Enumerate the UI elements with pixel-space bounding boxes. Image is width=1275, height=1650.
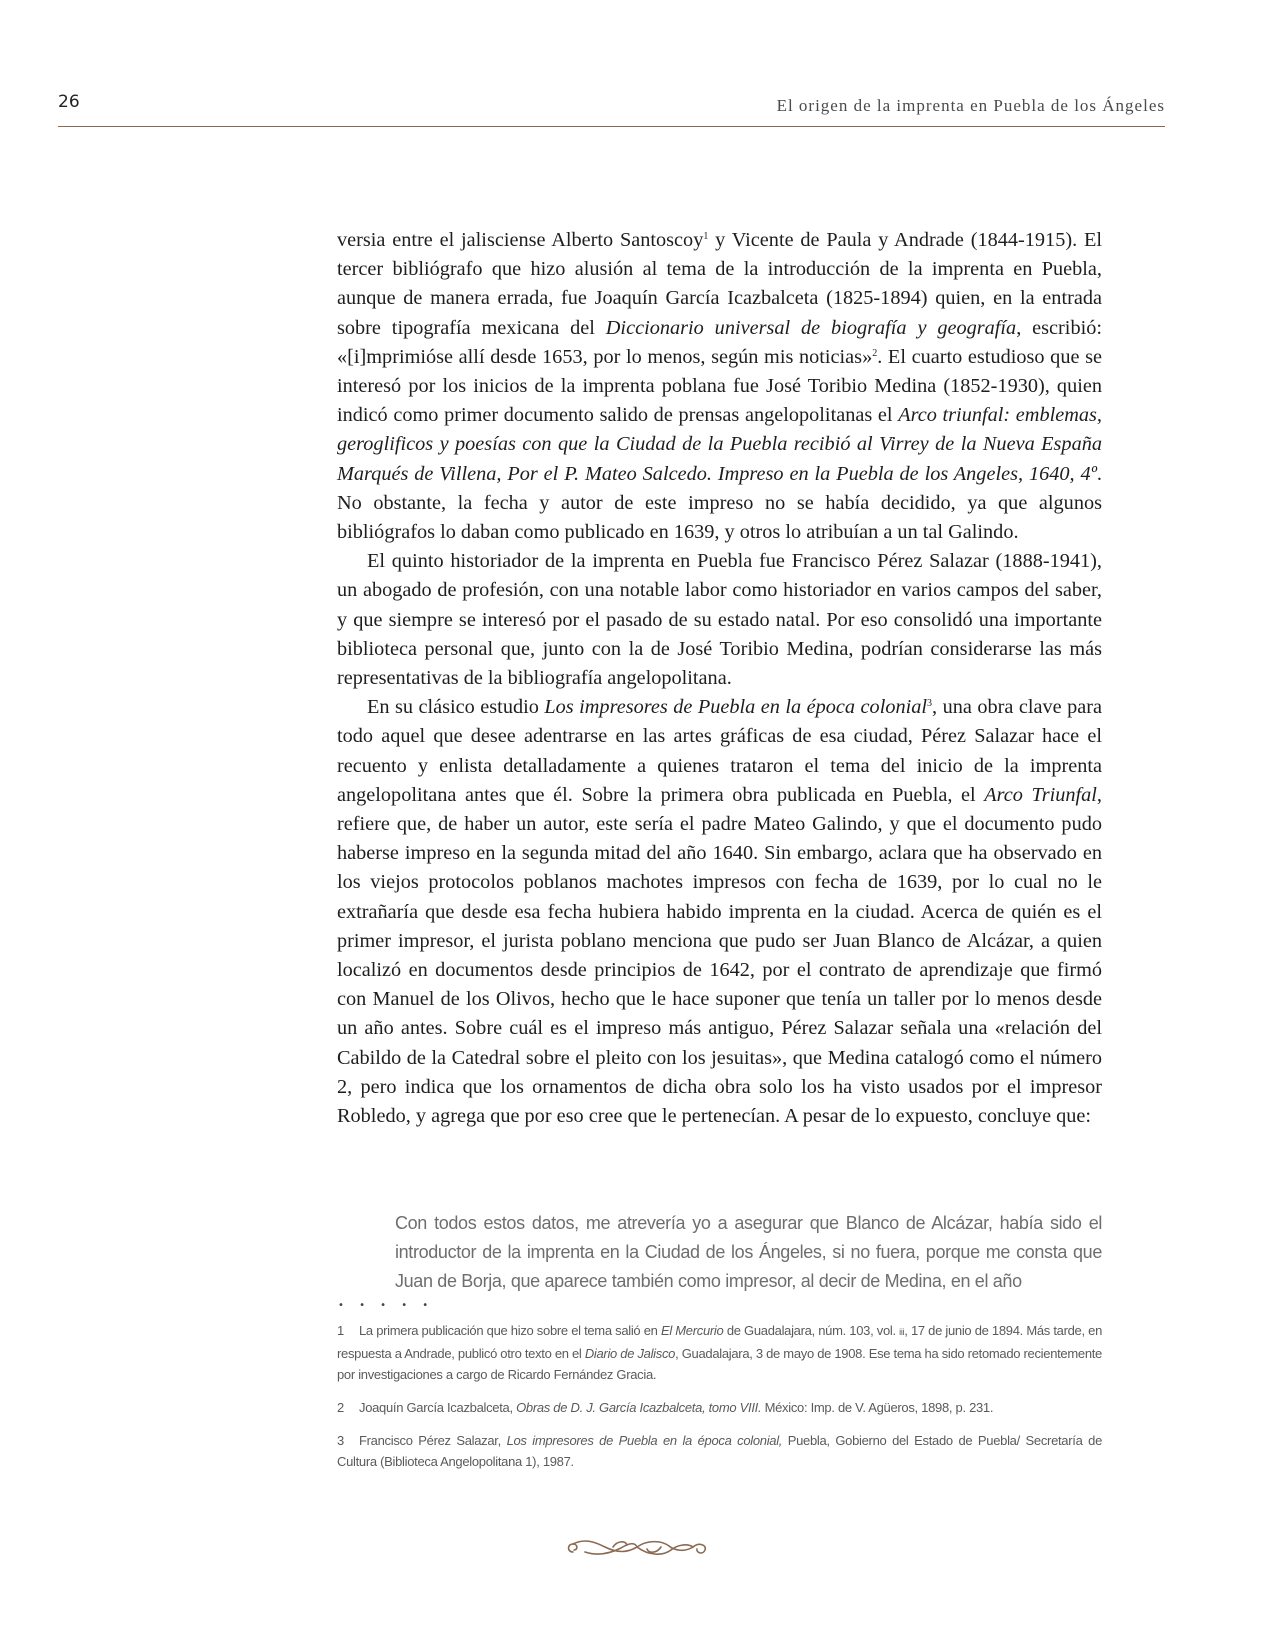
paragraph-1: versia entre el jalisciense Alberto Santoscoy$^1$ y Vicente de Paula y Andrade (1844-1915). El tercer bibliógrafo que hizo alusión al tema de la introducción de la imprenta en Puebla, aunque de manera errada, fue Joaquín García Icazbalceta (1825-1894) quien, en la entrada sobre tipografía mexicana del Diccionario universal de biografía y geografía, escribió: «[i]mprimióse allí desde 1653, por lo menos, según mis noticias»$^2$. El cuarto estudioso que se interesó por los inicios de la imprenta poblana fue José Toribio Medina (1852-1930), quien indicó como primer documento salido de prensas angelopolitanas el Arco triunfal: emblemas, geroglificos y poesías con que la Ciudad de la Puebla recibió al Virrey de la Nueva España Marqués de Villena, Por el P. Mateo Salcedo. Impreso en la Puebla de los Angeles, 1640, 4º. No obstante, la fecha y autor de este impreso no se había decidido, ya que algunos bibliógrafos lo daban como publicado en 1639, y otros lo atribuían a un tal Galindo. bbox=[337, 229, 1102, 544]
main-text bbox=[337, 226, 1102, 1131]
footnote-1: 1 La primera publicación que hizo sobre el tema salió en El Mercurio de Guadalajara, núm. 103, vol. iii, 17 de junio de 1894. Más tarde, en respuesta a Andrade, publicó otro texto en el Diario de Jalisco, Guadalajara, 3 de mayo de 1908. Ese tema ha sido retomado recientemente por investigaciones a cargo de Ricardo Fernández Gracia. bbox=[337, 1320, 1102, 1385]
footnote-number: 3 bbox=[337, 1433, 344, 1448]
footnote-number: 2 bbox=[337, 1400, 344, 1415]
footnote-ref-2[interactable]: 2 bbox=[872, 347, 878, 359]
block-quote-text: Con todos estos datos, me atrevería yo a asegurar que Blanco de Alcázar, había sido el introductor de la imprenta en la Ciudad de los Ángeles, si no fuera, porque me consta que Juan de Borja, que aparece también como impresor, al decir de Medina, en el año bbox=[395, 1213, 1102, 1291]
footnote-2: 2 Joaquín García Icazbalceta, Obras de D. J. García Icazbalceta, tomo VIII. México: Imp. de V. Agüeros, 1898, p. 231. bbox=[337, 1397, 1102, 1418]
italic-title: Arco triunfal: emblemas, geroglificos y poesías con que la Ciudad de la Puebla recibió al Virrey de la Nueva España Marqués de Villena, Por el P. Mateo Salcedo. Impreso en la Puebla de los Angeles, 1640, 4º bbox=[337, 404, 1102, 485]
flourish-ornament-icon bbox=[565, 1530, 710, 1564]
running-title: El origen de la imprenta en Puebla de los Ángeles bbox=[776, 96, 1165, 115]
paragraph-3: En su clásico estudio Los impresores de Puebla en la época colonial$^3$, una obra clave para todo aquel que desee adentrarse en las artes gráficas de esa ciudad, Pérez Salazar hace el recuento y enlista detalladamente a quienes trataron el tema del inicio de la imprenta angelopolitana antes que él. Sobre la primera obra publicada en Puebla, el Arco Triunfal, refiere que, de haber un autor, este sería el padre Mateo Galindo, y que el documento pudo haberse impreso en la segunda mitad del año 1640. Sin embargo, aclara que ha observado en los viejos protocolos poblanos machotes impresos con fecha de 1639, por lo cual no le extrañaría que desde esa fecha hubiera habido imprenta en la ciudad. Acerca de quién es el primer impresor, el jurista poblano menciona que pudo ser Juan Blanco de Alcázar, a quien localizó en documentos desde principios de 1642, por el contrato de aprendizaje que firmó con Manuel de los Olivos, hecho que le hace suponer que tenía un taller por lo menos desde un año antes. Sobre cuál es el impreso más antiguo, Pérez Salazar señala una «relación del Cabildo de la Catedral sobre el pleito con los jesuitas», que Medina catalogó como el número 2, pero indica que los ornamentos de dicha obra solo los ha visto usados por el impresor Robledo, y agrega que por eso cree que le pertenecían. A pesar de lo expuesto, concluye que: bbox=[337, 696, 1102, 1128]
footnote-number: 1 bbox=[337, 1323, 344, 1338]
footnotes bbox=[337, 1320, 1102, 1484]
italic-title: Diccionario universal de biografía y geografía bbox=[605, 316, 1017, 339]
footnote-3: 3 Francisco Pérez Salazar, Los impresores de Puebla en la época colonial, Puebla, Gobierno del Estado de Puebla/ Secretaría de Cultura (Biblioteca Angelopolitana 1), 1987. bbox=[337, 1430, 1102, 1472]
italic-title: Arco Triunfal bbox=[984, 783, 1097, 806]
paragraph-2: El quinto historiador de la imprenta en Puebla fue Francisco Pérez Salazar (1888-1941), un abogado de profesión, con una notable labor como historiador en varios campos del saber, y que siempre se interesó por el pasado de su estado natal. Por eso consolidó una importante biblioteca personal que, junto con la de José Toribio Medina, podrían considerarse las más representativas de la bibliografía angelopolitana. bbox=[337, 550, 1102, 690]
page-number: 26 bbox=[58, 92, 80, 112]
header-rule bbox=[58, 126, 1165, 127]
block-quote bbox=[395, 1209, 1102, 1296]
italic-title: Los impresores de Puebla en la época colonial bbox=[544, 696, 928, 719]
footnote-ref-3[interactable]: 3 bbox=[927, 698, 933, 710]
footnote-separator: • • • • • bbox=[338, 1300, 435, 1311]
footnote-ref-1[interactable]: 1 bbox=[703, 231, 709, 242]
